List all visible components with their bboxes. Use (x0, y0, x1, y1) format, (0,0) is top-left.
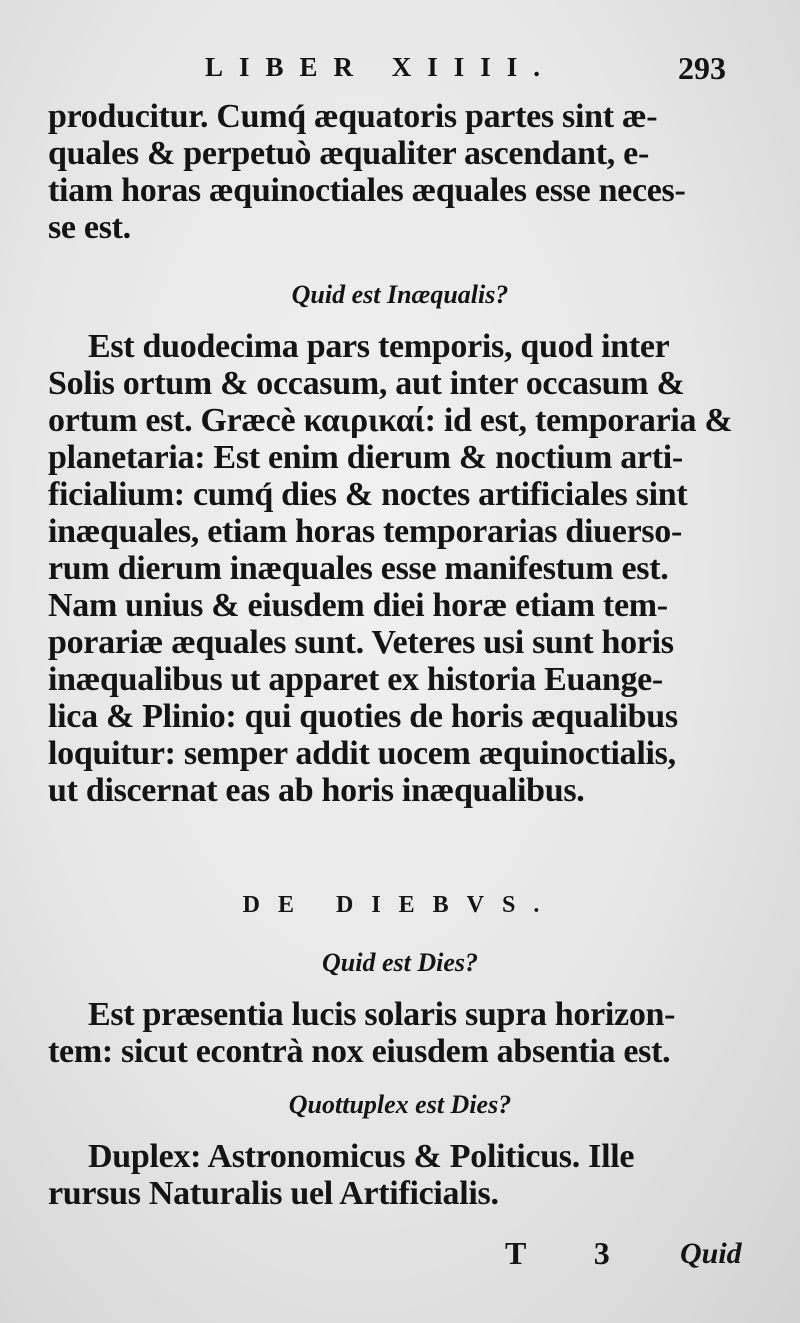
text-line: Solis ortum & occasum, aut inter occasum & (48, 365, 685, 402)
text-line: loquitur: semper addit uocem æquinoctialis, (48, 735, 676, 772)
text-line: ficialium: cumq́ dies & noctes artificiales sint (48, 476, 688, 513)
page-number: 293 (678, 50, 726, 86)
text-line: Nam unius & eiusdem diei horæ etiam tem- (48, 587, 668, 624)
page-header (0, 50, 800, 90)
paragraph-2 (48, 328, 748, 809)
question-heading: Quottuplex est Dies? (288, 1090, 512, 1119)
text-line: se est. (48, 209, 131, 246)
text-line: porariæ æquales sunt. Veteres usi sunt horis (48, 624, 674, 661)
text-line: planetaria: Est enim dierum & noctium arti- (48, 439, 683, 476)
text-line: Est præsentia lucis solaris supra horizon- (88, 996, 676, 1033)
text-line: lica & Plinio: qui quoties de horis æqualibus (48, 698, 678, 735)
catchword: Quid (680, 1237, 742, 1270)
text-line: quales & perpetuò æqualiter ascendant, e- (48, 135, 649, 172)
running-head: LIBER XIIII. (205, 52, 557, 82)
question-heading: Quid est Dies? (322, 948, 478, 977)
text-line: inæqualibus ut apparet ex historia Euange- (48, 661, 663, 698)
text-line: tiam horas æquinoctiales æquales esse neces- (48, 172, 686, 209)
text-line: Duplex: Astronomicus & Politicus. Ille (88, 1138, 635, 1175)
text-line: tem: sicut econtrà nox eiusdem absentia est. (48, 1033, 671, 1070)
page-footer (0, 1235, 800, 1275)
text-line: ortum est. Græcè καιρικαί: id est, temporaria & (48, 402, 733, 439)
paragraph-3 (48, 996, 748, 1070)
text-line: ut discernat eas ab horis inæqualibus. (48, 772, 585, 809)
paragraph-4 (48, 1138, 748, 1212)
text-line: inæquales, etiam horas temporarias diuerso- (48, 513, 683, 550)
signature-mark: T 3 (505, 1235, 640, 1271)
paragraph-1 (48, 98, 748, 246)
text-line: Est duodecima pars temporis, quod inter (88, 328, 670, 365)
text-line: producitur. Cumq́ æquatoris partes sint æ- (48, 98, 658, 135)
text-line: rum dierum inæquales esse manifestum est. (48, 550, 669, 587)
section-title: DE DIEBVS. (242, 892, 558, 918)
question-heading: Quid est Inæqualis? (291, 280, 509, 309)
text-line: rursus Naturalis uel Artificialis. (48, 1175, 499, 1212)
